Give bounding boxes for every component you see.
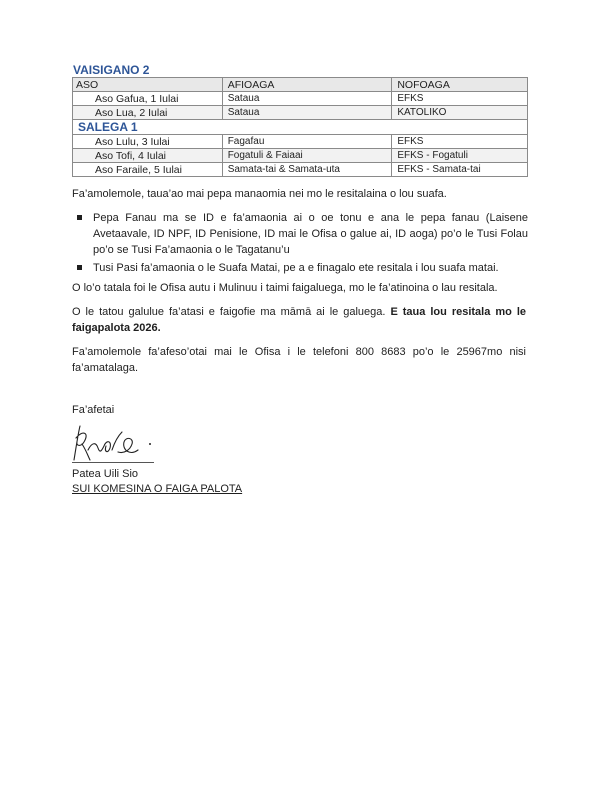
signatory-title: SUI KOMESINA O FAIGA PALOTA [72,483,243,495]
office-paragraph: O lo’o tatala foi le Ofisa autu i Mulinuu i taimi faigaluega, mo le fa’atinoina o lau resitala. [72,282,498,294]
signature-image [68,420,163,468]
bullet-square-icon [77,215,82,220]
emphasis-text: E taua lou resitala mo le faigapalota 2026. [72,306,526,334]
table-header-row [73,78,528,92]
header-aso: ASO [73,78,223,92]
cell-venue: KATOLIKO [392,106,528,120]
signatory-name: Patea Uili Sio [72,468,139,480]
table-row [73,106,528,120]
free-paragraph: O le tatou galulue fa’atasi e faigofie ma māmā ai le galuega. E taua lou resitala mo le faigapalota 2026. [72,306,526,334]
cell-day: Aso Tofi, 4 Iulai [73,149,223,163]
intro-paragraph: Fa’amolemole, taua’ao mai pepa manaomia nei mo le resitalaina o lou suafa. [72,188,447,200]
table-subheading-row [73,120,528,135]
cell-venue: EFKS - Samata-tai [392,163,528,177]
table-title: VAISIGANO 2 [73,63,150,77]
header-afioaga: AFIOAGA [222,78,392,92]
requirements-list [72,210,528,278]
contact-paragraph: Fa’amolemole fa’afeso’otai mai le Ofisa i le telefoni 800 8683 po’o le 25967mo nisi fa’amatalaga. [72,346,526,374]
cell-village: Fogatuli & Faiaai [222,149,392,163]
list-item: Pepa Fanau ma se ID e fa’amaonia ai o oe tonu e ana le pepa fanau (Laisene Avetaavale, ID NPF, ID Penisione, ID mai le Ofisa o galue ai, ID aoga) po’o le Tusi Folau po’o se Tusi Fa’amaonia o le Tagatanu’u [72,210,528,258]
cell-village: Fagafau [222,135,392,149]
cell-village: Samata-tai & Samata-uta [222,163,392,177]
table-row [73,163,528,177]
table-row [73,135,528,149]
cell-day: Aso Faraile, 5 Iulai [73,163,223,177]
cell-day: Aso Gafua, 1 Iulai [73,92,223,106]
cell-village: Sataua [222,106,392,120]
bullet-square-icon [77,265,82,270]
cell-venue: EFKS [392,135,528,149]
cell-village: Sataua [222,92,392,106]
cell-venue: EFKS - Fogatuli [392,149,528,163]
cell-day: Aso Lulu, 3 Iulai [73,135,223,149]
schedule-table [72,77,528,177]
list-item: Tusi Pasi fa’amaonia o le Suafa Matai, pe a e finagalo ete resitala i lou suafa matai. [72,260,528,276]
signature-line [72,462,154,463]
header-nofoaga: NOFOAGA [392,78,528,92]
table-subtitle: SALEGA 1 [73,120,528,135]
cell-day: Aso Lua, 2 Iulai [73,106,223,120]
cell-venue: EFKS [392,92,528,106]
closing-text: Fa’afetai [72,404,115,416]
table-row [73,92,528,106]
table-row [73,149,528,163]
